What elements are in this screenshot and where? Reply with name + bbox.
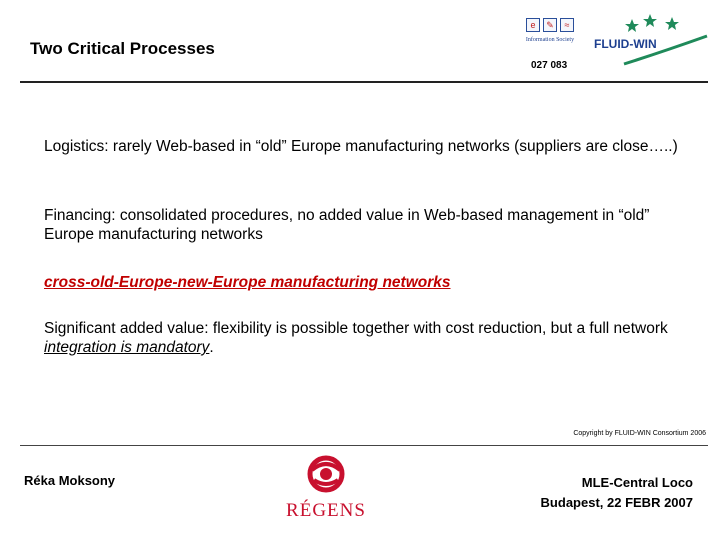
project-code: 027 083 xyxy=(531,60,568,71)
integration-mandatory-text: integration is mandatory xyxy=(44,339,210,356)
regens-logo-text: RÉGENS xyxy=(286,500,366,521)
information-society-logo-text: Information Society xyxy=(525,37,575,43)
logo-tile-icon: ✎ xyxy=(543,18,557,32)
star-icon xyxy=(625,19,639,32)
fluid-win-logo-text: FLUID-WIN xyxy=(594,37,657,51)
added-value-paragraph xyxy=(44,319,694,357)
star-icon xyxy=(665,17,679,30)
regens-emblem-icon xyxy=(310,458,342,490)
financing-paragraph: Financing: consolidated procedures, no added value in Web-based management in “old” Europe manufacturing networks xyxy=(44,207,650,243)
event-place-date xyxy=(541,473,693,513)
cross-europe-networks-text: cross-old-Europe-new-Europe manufacturing networks xyxy=(44,274,451,291)
paragraph-end: . xyxy=(209,339,214,356)
information-society-logo xyxy=(524,18,576,58)
logo-tile-icon: ≈ xyxy=(560,18,574,32)
copyright-notice: Copyright by FLUID-WIN Consortium 2006 xyxy=(573,430,706,437)
logo-tile-icon: e xyxy=(526,18,540,32)
event-name: MLE-Central Loco xyxy=(581,475,693,490)
header-divider xyxy=(20,81,708,83)
slide-title: Two Critical Processes xyxy=(30,39,215,58)
footer-divider xyxy=(20,445,708,446)
highlight-heading xyxy=(44,273,694,292)
author-name: Réka Moksony xyxy=(24,473,116,488)
added-value-text: Significant added value: flexibility is possible together with cost reduction, but a full network xyxy=(44,320,668,337)
fluid-win-logo xyxy=(592,12,710,70)
logistics-paragraph: Logistics: rarely Web-based in “old” Europe manufacturing networks (suppliers are close…..) xyxy=(44,138,678,155)
star-icon xyxy=(643,14,657,27)
place-date: Budapest, 22 FEBR 2007 xyxy=(540,495,693,510)
regens-logo xyxy=(268,452,384,532)
